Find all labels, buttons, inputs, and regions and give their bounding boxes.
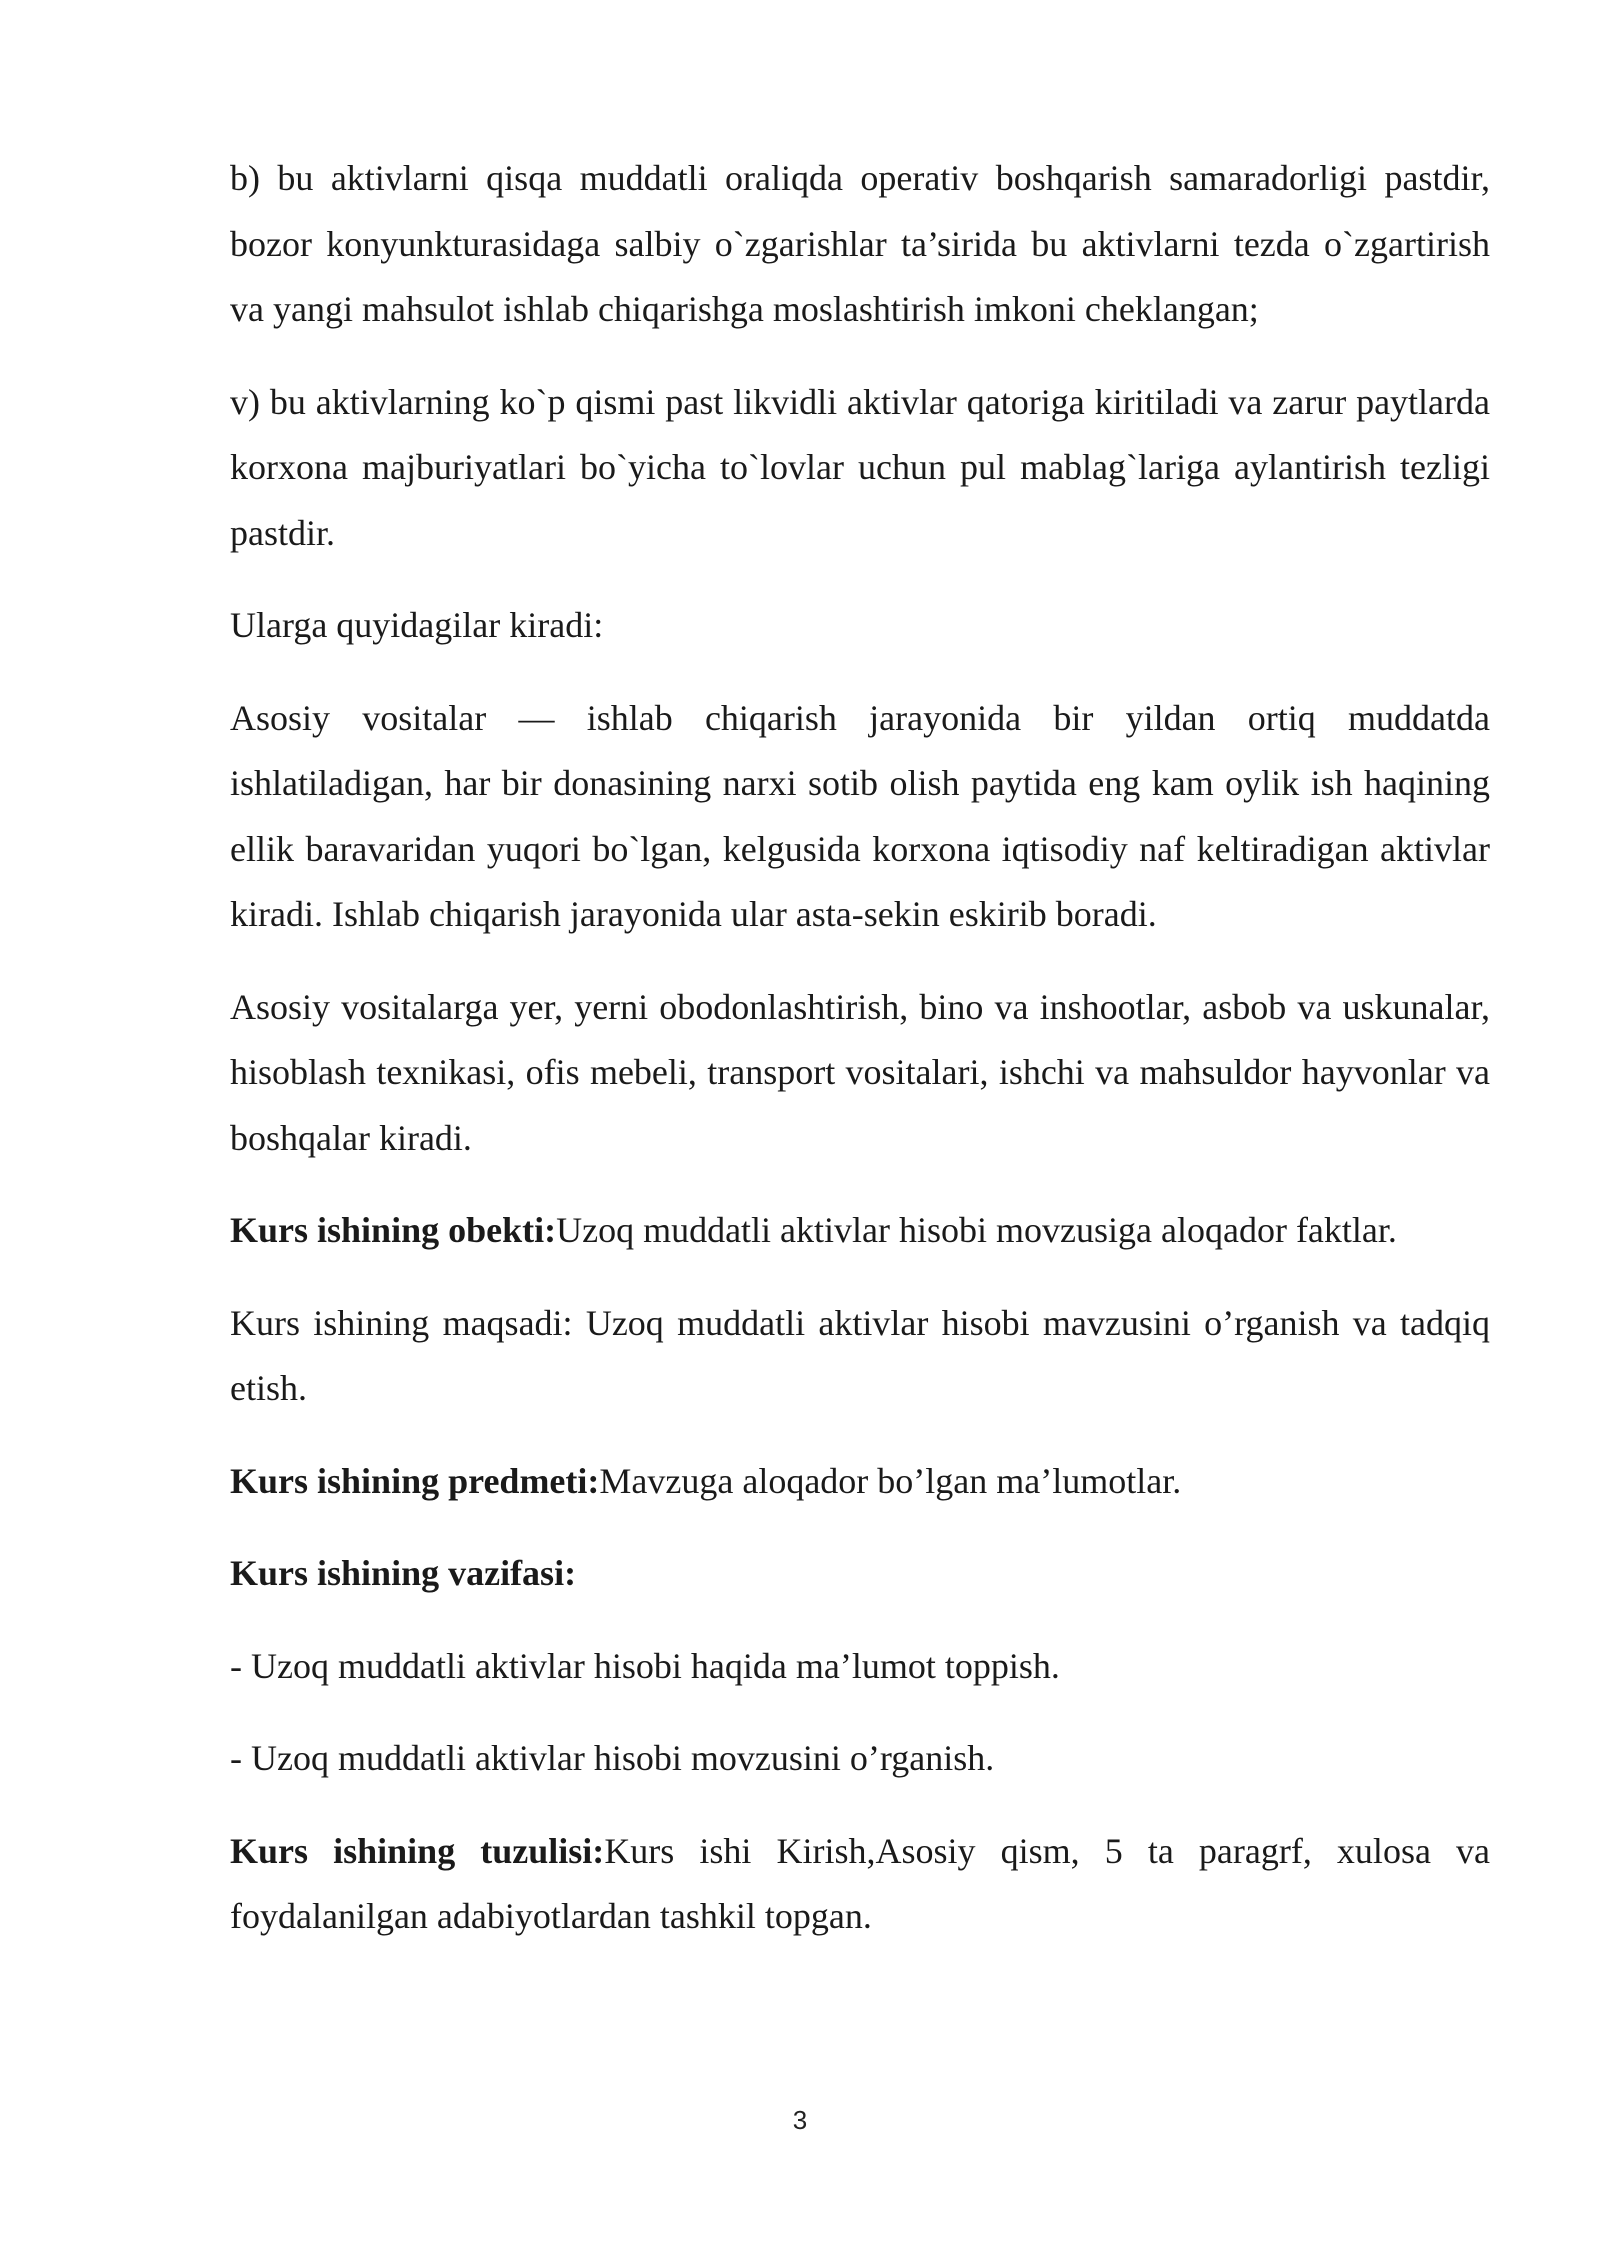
list-item-vazifa-2: - Uzoq muddatli aktivlar hisobi movzusini o’rganish. [230,1738,995,1778]
paragraph-asosiy-vositalar-definition: Asosiy vositalar — ishlab chiqarish jarayonida bir yildan ortiq muddatda ishlatiladigan, har bir donasining narxi sotib olish paytida eng kam oylik ish haqining ellik baravaridan yuqori bo`lgan, kelgusida korxona iqtisodiy naf keltiradigan aktivlar kiradi. Ishlab chiqarish jarayonida ular asta-sekin eskirib boradi. [230,697,1490,934]
obekti-label: Kurs ishining obekti: [230,1210,557,1250]
tuzulisi-label: Kurs ishining tuzulisi: [230,1830,605,1871]
vazifasi-label: Kurs ishining vazifasi: [230,1553,577,1593]
paragraph-asosiy-vositalar-list: Asosiy vositalarga yer, yerni obodonlashtirish, bino va inshootlar, asbob va uskunalar, hisoblash texnikasi, ofis mebeli, transport vositalari, ishchi va mahsuldor hayvonlar va boshqalar kiradi. [230,986,1490,1158]
page-content [230,146,1490,1977]
predmeti-text: Mavzuga aloqador bo’lgan ma’lumotlar. [599,1460,1182,1501]
paragraph-kurs-obekti [230,1198,1490,1264]
paragraph-b-item: b) bu aktivlarni qisqa muddatli oraliqda operativ boshqarish samaradorligi pastdir, bozor konyunkturasidaga salbiy o`zgarishlar ta’sirida bu aktivlarni tezda o`zgartirish va yangi mahsulot ishlab chiqarishga moslashtirish imkoni cheklangan; [230,158,1490,329]
list-item-vazifa-1: - Uzoq muddatli aktivlar hisobi haqida ma’lumot toppish. [230,1645,1060,1686]
paragraph-kurs-predmeti [230,1449,1490,1515]
obekti-text: Uzoq muddatli aktivlar hisobi movzusiga aloqador faktlar. [556,1210,1397,1250]
paragraph-kurs-vazifasi [230,1541,1490,1607]
paragraph-v-item: v) bu aktivlarning ko`p qismi past likvidli aktivlar qatoriga kiritiladi va zarur paytlarda korxona majburiyatlari bo`yicha to`lovlar uchun pul mablag`lariga aylantirish tezligi pastdir. [230,381,1490,553]
tuzulisi-text: Kurs ishi Kirish,Asosiy qism, 5 ta paragrf, xulosa va foydalanilgan adabiyotlardan tashkil topgan. [230,1830,1491,1936]
paragraph-kurs-maqsadi: Kurs ishining maqsadi: Uzoq muddatli aktivlar hisobi mavzusini o’rganish va tadqiq etish. [230,1302,1490,1408]
page-number: 3 [792,2105,808,2135]
predmeti-label: Kurs ishining predmeti: [230,1460,600,1501]
paragraph-intro-list: Ularga quyidagilar kiradi: [230,605,604,645]
paragraph-kurs-tuzulisi [230,1819,1490,1950]
